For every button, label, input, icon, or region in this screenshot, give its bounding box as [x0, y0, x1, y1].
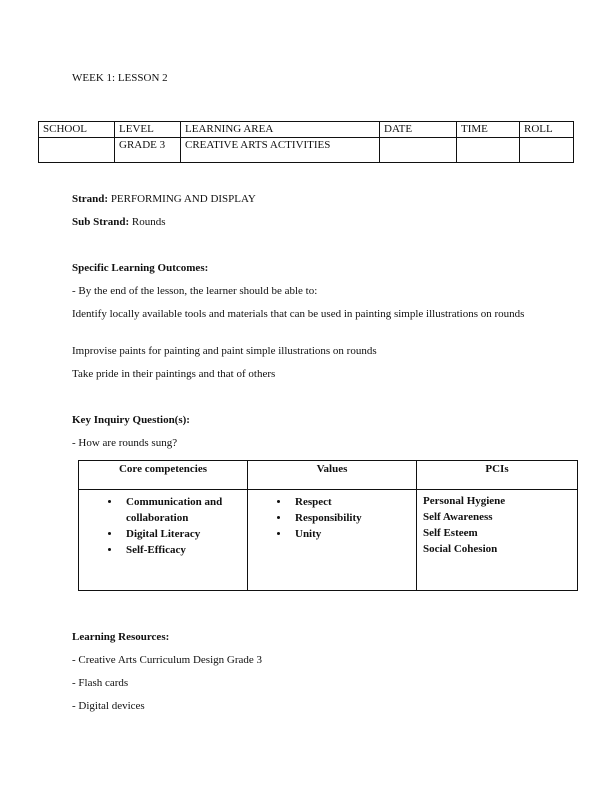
cell-time [457, 138, 520, 163]
inquiry-question: - How are rounds sung? [72, 437, 178, 449]
cell-date [380, 138, 457, 163]
sub-strand-value: Rounds [129, 216, 166, 228]
list-item: Social Cohesion [423, 543, 498, 555]
cell-level: GRADE 3 [115, 138, 181, 163]
resources-heading: Learning Resources: [72, 631, 170, 643]
header-core-competencies: Core competencies [79, 461, 248, 490]
cell-school [39, 138, 115, 163]
inquiry-heading: Key Inquiry Question(s): [72, 414, 190, 426]
pcis-list [418, 491, 576, 557]
competency-body-row [79, 490, 578, 591]
header-pcis: PCIs [417, 461, 578, 490]
list-item: • Communication and collaboration [121, 494, 246, 526]
outcome-item-2: Improvise paints for painting and paint simple illustrations on rounds [72, 345, 377, 357]
header-date: DATE [380, 122, 457, 138]
list-item: • Unity [290, 526, 415, 542]
outcome-item-1: Identify locally available tools and materials that can be used in painting simple illustrations on rounds [72, 308, 525, 320]
sub-strand-label: Sub Strand: [72, 216, 130, 228]
list-item: • Digital Literacy [121, 526, 246, 542]
header-roll: ROLL [520, 122, 574, 138]
list-item: • Self-Efficacy [121, 542, 246, 558]
outcomes-heading: Specific Learning Outcomes: [72, 262, 209, 274]
resource-item: - Creative Arts Curriculum Design Grade 3 [72, 654, 263, 666]
info-table-row [39, 138, 574, 163]
cell-roll [520, 138, 574, 163]
resource-item: - Digital devices [72, 700, 145, 712]
list-item: • Respect [290, 494, 415, 510]
values-list [249, 494, 415, 542]
strand-label: Strand: [72, 193, 109, 205]
strand-value: PERFORMING AND DISPLAY [108, 193, 256, 205]
outcomes-intro: - By the end of the lesson, the learner should be able to: [72, 285, 318, 297]
header-learning-area: LEARNING AREA [181, 122, 380, 138]
pcis-cell [417, 490, 578, 591]
sub-strand-line [72, 216, 166, 228]
header-level: LEVEL [115, 122, 181, 138]
list-item: Self Awareness [423, 511, 493, 523]
lesson-info-table [38, 121, 574, 163]
core-competencies-cell [79, 490, 248, 591]
lesson-title: WEEK 1: LESSON 2 [72, 72, 168, 84]
list-item: • Responsibility [290, 510, 415, 526]
outcome-item-3: Take pride in their paintings and that of others [72, 368, 276, 380]
info-table-header-row [39, 122, 574, 138]
resource-item: - Flash cards [72, 677, 129, 689]
values-cell [248, 490, 417, 591]
header-values: Values [248, 461, 417, 490]
strand-line [72, 193, 256, 205]
list-item: Personal Hygiene [423, 495, 506, 507]
competency-header-row [79, 461, 578, 490]
header-school: SCHOOL [39, 122, 115, 138]
competency-table [78, 460, 578, 591]
header-time: TIME [457, 122, 520, 138]
core-competencies-list [80, 494, 246, 558]
cell-learning-area: CREATIVE ARTS ACTIVITIES [181, 138, 380, 163]
list-item: Self Esteem [423, 527, 478, 539]
